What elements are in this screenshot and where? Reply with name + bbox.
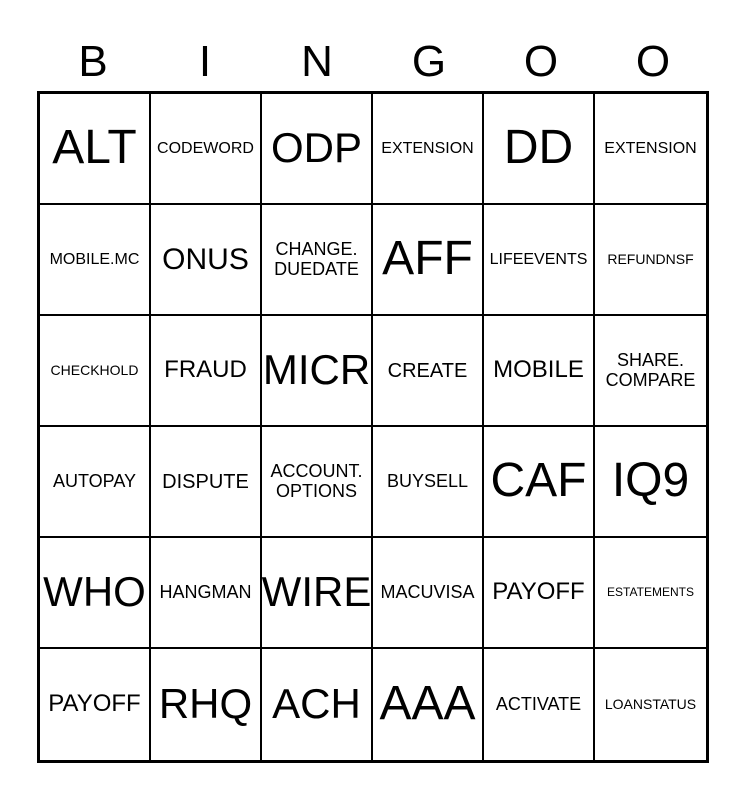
cell-label: ONUS (162, 243, 249, 276)
cell-label: MOBILE (493, 356, 584, 384)
cell-label: MACUVISA (380, 581, 475, 602)
bingo-cell[interactable] (262, 94, 373, 205)
header-letter: O (635, 37, 671, 86)
bingo-cell[interactable] (40, 205, 151, 316)
bingo-cell[interactable] (151, 538, 262, 649)
bingo-cell[interactable] (595, 94, 706, 205)
cell-label: ACCOUNT. OPTIONS (270, 460, 363, 501)
bingo-cell[interactable] (373, 94, 484, 205)
header-letter: I (198, 37, 212, 86)
cell-label: CREATE (387, 359, 468, 382)
cell-label: LIFEEVENTS (489, 250, 588, 268)
cell-label: DISPUTE (162, 470, 249, 493)
bingo-cell[interactable] (151, 427, 262, 538)
bingo-cell[interactable] (262, 316, 373, 427)
cell-label: CODEWORD (157, 139, 254, 157)
cell-label: RHQ (158, 680, 253, 728)
bingo-cell[interactable] (151, 649, 262, 760)
cell-label: PAYOFF (492, 578, 585, 606)
bingo-cell[interactable] (595, 427, 706, 538)
cell-label: AUTOPAY (52, 470, 137, 491)
cell-label: DD (503, 121, 574, 175)
bingo-cell[interactable] (151, 94, 262, 205)
cell-label: PAYOFF (48, 690, 141, 718)
bingo-cell[interactable] (262, 649, 373, 760)
bingo-cell[interactable] (595, 205, 706, 316)
cell-label: BUYSELL (386, 470, 469, 491)
cell-label: ODP (270, 124, 362, 172)
bingo-cell[interactable] (373, 427, 484, 538)
cell-label: CHECKHOLD (50, 361, 139, 378)
cell-label: MOBILE.MC (49, 250, 140, 268)
bingo-cell[interactable] (151, 316, 262, 427)
bingo-cell[interactable] (262, 205, 373, 316)
cell-label: ESTATEMENTS (607, 584, 694, 599)
bingo-cell[interactable] (595, 538, 706, 649)
cell-label: WIRE (262, 568, 372, 616)
cell-label: AFF (382, 232, 473, 286)
bingo-cell[interactable] (373, 538, 484, 649)
cell-label: IQ9 (611, 454, 690, 508)
bingo-cell[interactable] (484, 316, 595, 427)
cell-label: REFUNDNSF (607, 250, 694, 267)
bingo-cell[interactable] (262, 538, 373, 649)
cell-label: MICR (262, 346, 371, 394)
bingo-cell[interactable] (595, 649, 706, 760)
bingo-cell[interactable] (484, 205, 595, 316)
cell-label: ACH (272, 680, 361, 728)
bingo-header (37, 36, 709, 88)
bingo-cell[interactable] (484, 538, 595, 649)
cell-label: ALT (52, 121, 137, 175)
bingo-board (37, 91, 709, 763)
bingo-cell[interactable] (373, 316, 484, 427)
cell-label: EXTENSION (604, 139, 697, 157)
cell-label: CHANGE. DUEDATE (274, 238, 359, 279)
bingo-cell[interactable] (40, 427, 151, 538)
cell-label: ACTIVATE (495, 693, 582, 714)
bingo-cell[interactable] (484, 649, 595, 760)
header-letter: B (78, 37, 108, 86)
cell-label: EXTENSION (381, 139, 474, 157)
bingo-cell[interactable] (151, 205, 262, 316)
bingo-cell[interactable] (373, 205, 484, 316)
bingo-cell[interactable] (40, 94, 151, 205)
bingo-cell[interactable] (595, 316, 706, 427)
cell-label: AAA (379, 677, 476, 731)
bingo-cell[interactable] (40, 316, 151, 427)
bingo-cell[interactable] (373, 649, 484, 760)
bingo-cell[interactable] (40, 538, 151, 649)
header-letter: O (523, 37, 559, 86)
header-letter: G (411, 37, 447, 86)
bingo-cell[interactable] (484, 427, 595, 538)
cell-label: LOANSTATUS (604, 695, 697, 712)
cell-label: WHO (43, 568, 146, 616)
cell-label: SHARE. COMPARE (605, 349, 696, 390)
cell-label: HANGMAN (159, 581, 252, 602)
header-letter: N (301, 37, 333, 86)
bingo-cell[interactable] (262, 427, 373, 538)
bingo-cell[interactable] (484, 94, 595, 205)
bingo-cell[interactable] (40, 649, 151, 760)
cell-label: FRAUD (164, 356, 247, 384)
cell-label: CAF (490, 454, 587, 508)
